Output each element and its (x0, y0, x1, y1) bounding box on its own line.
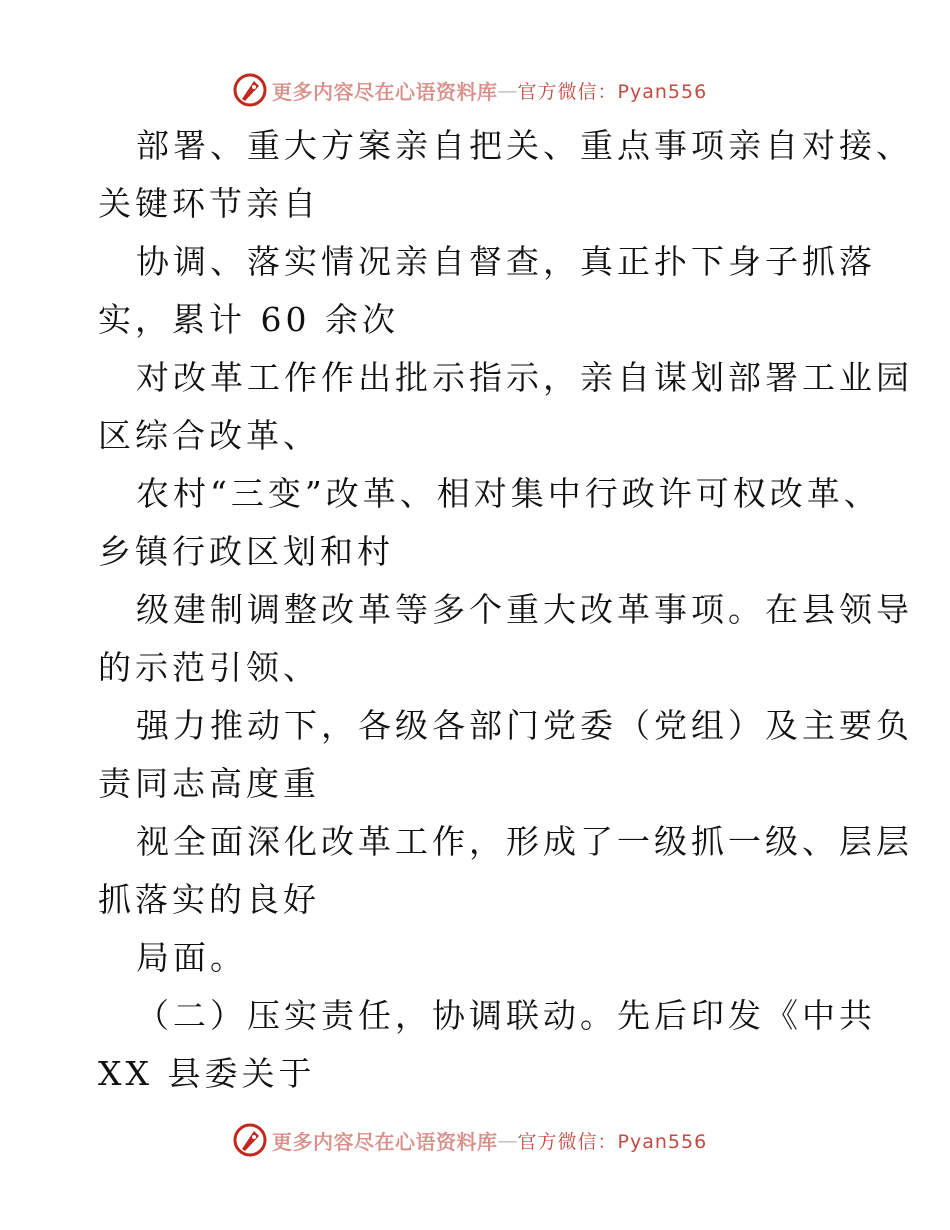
text-line: 责同志高度重 (98, 764, 320, 803)
text-line: 实，累计 60 余次 (98, 300, 399, 339)
text-line: 的示范引领、 (98, 648, 320, 687)
text-line: 对改革工作作出批示指示，亲自谋划部署工业园 (136, 358, 913, 397)
text-line: 强力推动下，各级各部门党委（党组）及主要负 (136, 706, 913, 745)
banner-separator: — (497, 1128, 518, 1152)
banner-main-text: 更多内容尽在心语资料库 (272, 1129, 498, 1154)
text-line: 级建制调整改革等多个重大改革事项。在县领导 (136, 590, 913, 629)
pen-nib-logo-icon (232, 1122, 268, 1158)
text-line: 农村“三变”改革、相对集中行政许可权改革、 (136, 474, 881, 513)
header-banner (232, 70, 707, 110)
text-line: 局面。 (136, 938, 247, 977)
text-line: 抓落实的良好 (98, 880, 320, 919)
footer-banner (232, 1120, 707, 1160)
banner-main-text: 更多内容尽在心语资料库 (272, 79, 498, 104)
text-line: 协调、落实情况亲自督查，真正扑下身子抓落 (136, 242, 876, 281)
text-line: XX 县委关于 (98, 1054, 316, 1093)
text-line: 区综合改革、 (98, 416, 320, 455)
pen-nib-logo-icon (232, 72, 268, 108)
banner-wechat-text: 官方微信：Pyan556 (517, 1130, 708, 1153)
text-line: 乡镇行政区划和村 (98, 532, 394, 571)
text-line: （二）压实责任，协调联动。先后印发《中共 (136, 996, 876, 1035)
text-line: 部署、重大方案亲自把关、重点事项亲自对接、 (136, 126, 913, 165)
banner-separator: — (497, 78, 518, 102)
text-line: 关键环节亲自 (98, 184, 320, 223)
text-line: 视全面深化改革工作，形成了一级抓一级、层层 (136, 822, 913, 861)
banner-wechat-text: 官方微信：Pyan556 (517, 80, 708, 103)
